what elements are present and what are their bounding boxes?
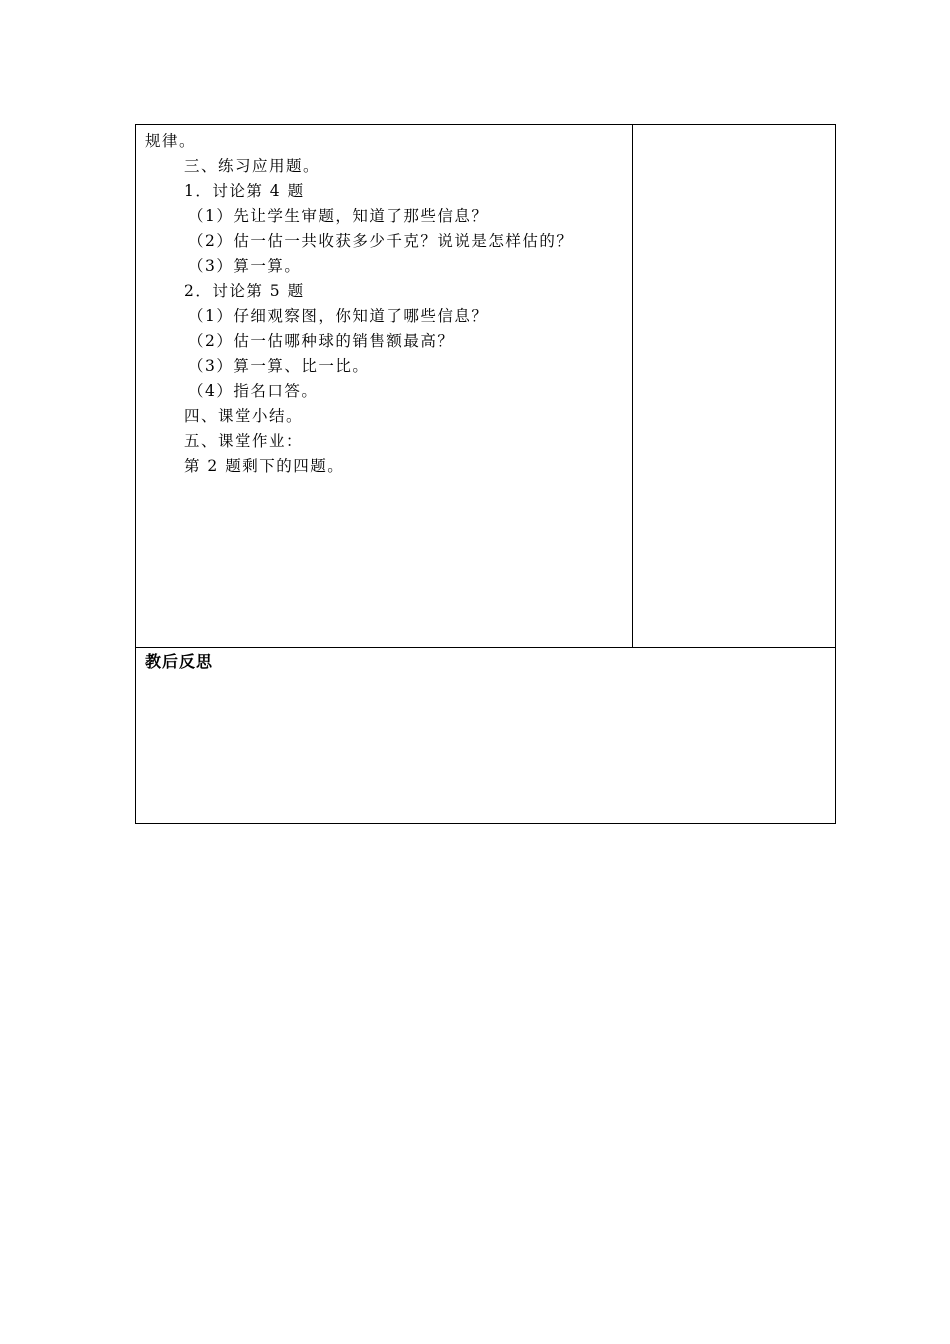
text-line: 规律。 bbox=[145, 132, 197, 150]
reflection-title: 教后反思 bbox=[145, 652, 214, 671]
lesson-body-text bbox=[136, 125, 632, 479]
lesson-content-row bbox=[136, 125, 836, 648]
sub-item: （2）估一估一共收获多少千克？说说是怎样估的？ bbox=[188, 232, 574, 250]
homework-text: 第 2 题剩下的四题。 bbox=[184, 457, 345, 475]
sub-item: （3）算一算、比一比。 bbox=[188, 357, 370, 375]
sub-item: （1）仔细观察图，你知道了哪些信息？ bbox=[188, 307, 489, 325]
item-heading-4: 1．讨论第 4 题 bbox=[184, 182, 305, 200]
lesson-body-cell bbox=[136, 125, 633, 648]
side-notes-cell bbox=[633, 125, 836, 648]
section-heading-homework: 五、课堂作业： bbox=[184, 432, 304, 450]
sub-item: （3）算一算。 bbox=[188, 257, 302, 275]
section-heading-summary: 四、课堂小结。 bbox=[184, 407, 304, 425]
reflection-row bbox=[136, 648, 836, 824]
sub-item: （2）估一估哪种球的销售额最高？ bbox=[188, 332, 455, 350]
sub-item: （1）先让学生审题，知道了那些信息？ bbox=[188, 207, 489, 225]
reflection-cell bbox=[136, 648, 836, 824]
lesson-plan-table bbox=[135, 124, 836, 824]
item-heading-5: 2．讨论第 5 题 bbox=[184, 282, 305, 300]
sub-item: （4）指名口答。 bbox=[188, 382, 319, 400]
section-heading-practice: 三、练习应用题。 bbox=[184, 157, 321, 175]
